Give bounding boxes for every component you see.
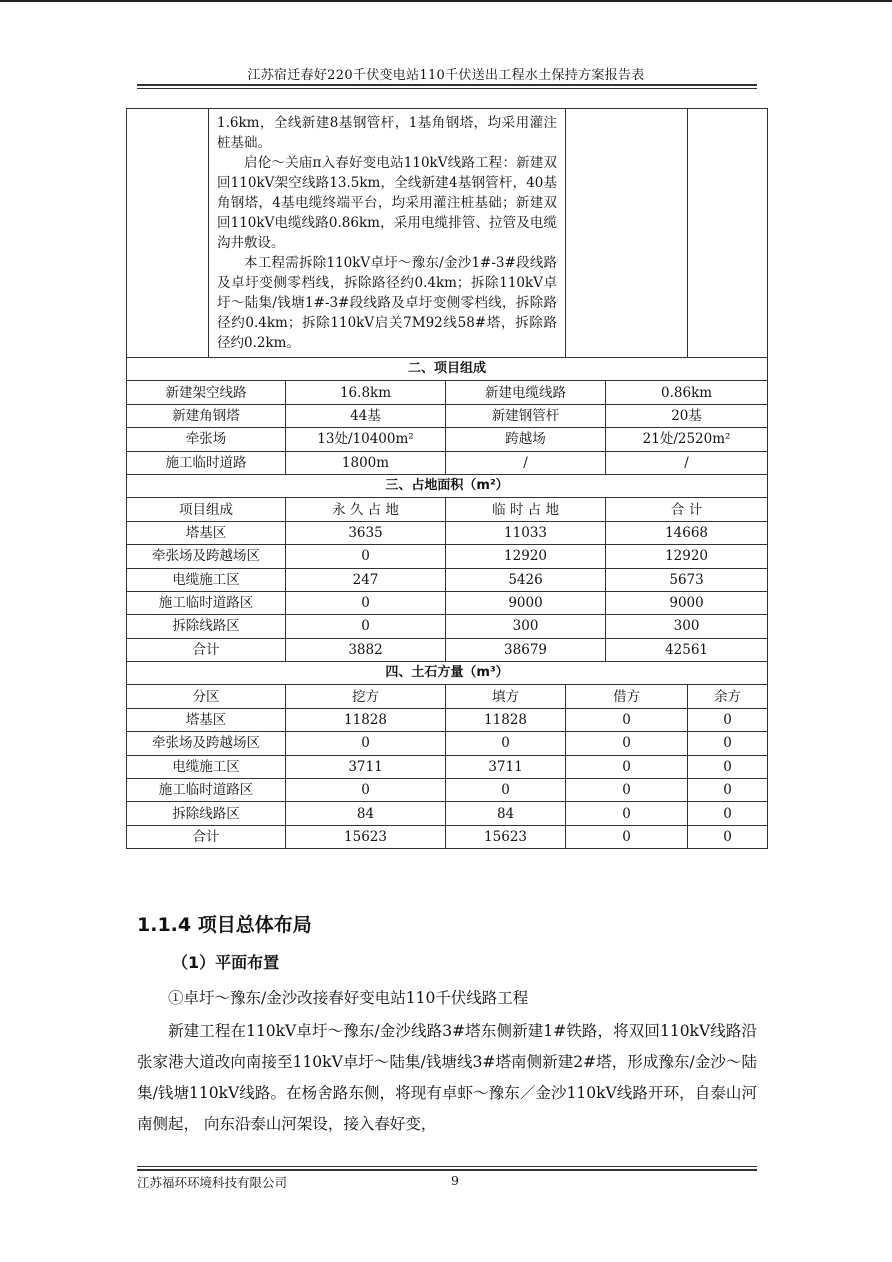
report-table bbox=[126, 108, 768, 849]
description-paragraph: 本工程需拆除110kV卓圩～豫东/金沙1#-3#段线路及卓圩变侧零档线，拆除路径约0.4km；拆除110kV卓圩～陆集/钱塘1#-3#段线路及卓圩变侧零档线，拆除路径约0.4km；拆除110kV启关7M92线58#塔，拆除路径约0.2km。 bbox=[217, 255, 558, 351]
table-cell: 15623 bbox=[286, 825, 446, 848]
section-title: 二、项目组成 bbox=[127, 358, 768, 381]
table-cell: 9000 bbox=[606, 591, 768, 614]
description-paragraph: 1.6km，全线新建8基钢管杆，1基角钢塔，均采用灌注桩基础。 bbox=[217, 115, 558, 151]
column-header: 项目组成 bbox=[127, 498, 286, 521]
table-cell: 0 bbox=[286, 732, 446, 755]
table-row bbox=[127, 638, 768, 661]
table-row bbox=[127, 451, 768, 474]
table-cell: 0.86km bbox=[606, 381, 768, 404]
table-cell: 300 bbox=[606, 615, 768, 638]
table-cell: 新建角钢塔 bbox=[127, 404, 286, 427]
table-cell: 300 bbox=[446, 615, 606, 638]
table-cell: 0 bbox=[566, 732, 688, 755]
table-cell: 0 bbox=[286, 591, 446, 614]
table-row bbox=[127, 428, 768, 451]
table-row bbox=[127, 755, 768, 778]
table-cell: / bbox=[446, 451, 606, 474]
table-cell: 0 bbox=[688, 802, 768, 825]
table-cell: 电缆施工区 bbox=[127, 755, 286, 778]
table-cell: 15623 bbox=[446, 825, 566, 848]
table-header-row bbox=[127, 685, 768, 708]
table-cell: 12920 bbox=[446, 545, 606, 568]
table-cell: 14668 bbox=[606, 521, 768, 544]
table-cell: 拆除线路区 bbox=[127, 615, 286, 638]
table-row bbox=[127, 802, 768, 825]
table-cell: 合计 bbox=[127, 825, 286, 848]
table-row bbox=[127, 708, 768, 731]
table-cell: 0 bbox=[566, 825, 688, 848]
body-paragraph-1 bbox=[137, 983, 757, 1014]
page-header-title: 江苏宿迁春好220千伏变电站110千伏送出工程水土保持方案报告表 bbox=[247, 68, 645, 83]
description-row bbox=[127, 109, 768, 358]
table-cell: 3711 bbox=[286, 755, 446, 778]
table-row bbox=[127, 615, 768, 638]
column-header: 分区 bbox=[127, 685, 286, 708]
table-cell: 0 bbox=[688, 732, 768, 755]
sub-heading: （1）平面布置 bbox=[172, 953, 280, 972]
footer-company: 江苏福环环境科技有限公司 bbox=[137, 1175, 288, 1190]
table-cell: 3711 bbox=[446, 755, 566, 778]
body-text: ①卓圩～豫东/金沙改接春好变电站110千伏线路工程 bbox=[168, 989, 529, 1007]
table-cell: 11828 bbox=[286, 708, 446, 731]
table-cell: 塔基区 bbox=[127, 521, 286, 544]
table-cell: 20基 bbox=[606, 404, 768, 427]
table-cell: 0 bbox=[566, 802, 688, 825]
table-cell: 拆除线路区 bbox=[127, 802, 286, 825]
table-row bbox=[127, 779, 768, 802]
table-cell: 0 bbox=[446, 732, 566, 755]
table-cell: 塔基区 bbox=[127, 708, 286, 731]
table-cell: 0 bbox=[688, 708, 768, 731]
table-cell: 0 bbox=[286, 615, 446, 638]
table-cell: 施工临时道路区 bbox=[127, 591, 286, 614]
table-cell: / bbox=[606, 451, 768, 474]
description-left-cell bbox=[127, 109, 209, 358]
column-header: 余方 bbox=[688, 685, 768, 708]
table-cell: 0 bbox=[566, 708, 688, 731]
page-number: 9 bbox=[451, 1173, 459, 1188]
footer-rule-thin bbox=[137, 1166, 757, 1167]
table-cell: 11033 bbox=[446, 521, 606, 544]
table-cell: 施工临时道路 bbox=[127, 451, 286, 474]
table-cell: 牵张场及跨越场区 bbox=[127, 732, 286, 755]
table-cell: 0 bbox=[286, 779, 446, 802]
table-row bbox=[127, 404, 768, 427]
column-header: 挖方 bbox=[286, 685, 446, 708]
table-cell: 3635 bbox=[286, 521, 446, 544]
section-title: 四、土石方量（m³） bbox=[127, 662, 768, 685]
top-border bbox=[0, 0, 892, 2]
table-row bbox=[127, 568, 768, 591]
table-cell: 0 bbox=[286, 545, 446, 568]
table-cell: 电缆施工区 bbox=[127, 568, 286, 591]
table-row bbox=[127, 545, 768, 568]
table-cell: 0 bbox=[566, 779, 688, 802]
table-cell: 5673 bbox=[606, 568, 768, 591]
footer-rule bbox=[137, 1169, 757, 1171]
section-heading: 1.1.4 项目总体布局 bbox=[137, 914, 312, 936]
table-cell: 16.8km bbox=[286, 381, 446, 404]
table-cell: 42561 bbox=[606, 638, 768, 661]
header-rule bbox=[137, 84, 757, 86]
description-mid-cell bbox=[566, 109, 688, 358]
description-right-cell bbox=[688, 109, 768, 358]
table-row bbox=[127, 381, 768, 404]
table-row bbox=[127, 732, 768, 755]
table-cell: 3882 bbox=[286, 638, 446, 661]
table-cell: 牵张场 bbox=[127, 428, 286, 451]
table-cell: 13处/10400m² bbox=[286, 428, 446, 451]
body-text: 新建工程在110kV卓圩～豫东/金沙线路3#塔东侧新建1#铁路，将双回110kV线路沿张家港大道改向南接至110kV卓圩～陆集/钱塘线3#塔南侧新建2#塔，形成豫东/金沙～陆集/钱塘110kV线路。在杨舍路东侧，将现有卓虾～豫东／金沙110kV线路开环，自泰山河南侧起， 向东沿泰山河架设，接入春好变， bbox=[137, 1022, 757, 1133]
table-cell: 247 bbox=[286, 568, 446, 591]
table-row bbox=[127, 825, 768, 848]
table-cell: 0 bbox=[688, 779, 768, 802]
table-cell: 9000 bbox=[446, 591, 606, 614]
description-cell bbox=[209, 109, 566, 358]
table-cell: 新建架空线路 bbox=[127, 381, 286, 404]
table-row bbox=[127, 521, 768, 544]
column-header: 借方 bbox=[566, 685, 688, 708]
table-cell: 新建电缆线路 bbox=[446, 381, 606, 404]
table-cell: 84 bbox=[286, 802, 446, 825]
column-header: 填方 bbox=[446, 685, 566, 708]
table-cell: 0 bbox=[688, 755, 768, 778]
table-cell: 合计 bbox=[127, 638, 286, 661]
table-cell: 21处/2520m² bbox=[606, 428, 768, 451]
header-rule-thin bbox=[137, 88, 757, 89]
column-header: 临 时 占 地 bbox=[446, 498, 606, 521]
table-cell: 0 bbox=[566, 755, 688, 778]
table-cell: 38679 bbox=[446, 638, 606, 661]
column-header: 合 计 bbox=[606, 498, 768, 521]
description-paragraph: 启伦～关庙π入春好变电站110kV线路工程：新建双回110kV架空线路13.5km，全线新建4基钢管杆，40基角钢塔，4基电缆终端平台，均采用灌注桩基础；新建双回110kV电缆线路0.86km，采用电缆排管、拉管及电缆沟井敷设。 bbox=[217, 155, 558, 251]
table-cell: 12920 bbox=[606, 545, 768, 568]
table-cell: 11828 bbox=[446, 708, 566, 731]
table-row bbox=[127, 591, 768, 614]
table-cell: 0 bbox=[446, 779, 566, 802]
table-cell: 84 bbox=[446, 802, 566, 825]
table-cell: 施工临时道路区 bbox=[127, 779, 286, 802]
table-cell: 牵张场及跨越场区 bbox=[127, 545, 286, 568]
table-header-row bbox=[127, 498, 768, 521]
table-cell: 1800m bbox=[286, 451, 446, 474]
table-cell: 新建钢管杆 bbox=[446, 404, 606, 427]
table-cell: 5426 bbox=[446, 568, 606, 591]
table-cell: 44基 bbox=[286, 404, 446, 427]
table-cell: 0 bbox=[688, 825, 768, 848]
table-cell: 跨越场 bbox=[446, 428, 606, 451]
section-title: 三、占地面积（m²） bbox=[127, 474, 768, 497]
body-paragraph-2 bbox=[137, 1016, 757, 1140]
column-header: 永 久 占 地 bbox=[286, 498, 446, 521]
